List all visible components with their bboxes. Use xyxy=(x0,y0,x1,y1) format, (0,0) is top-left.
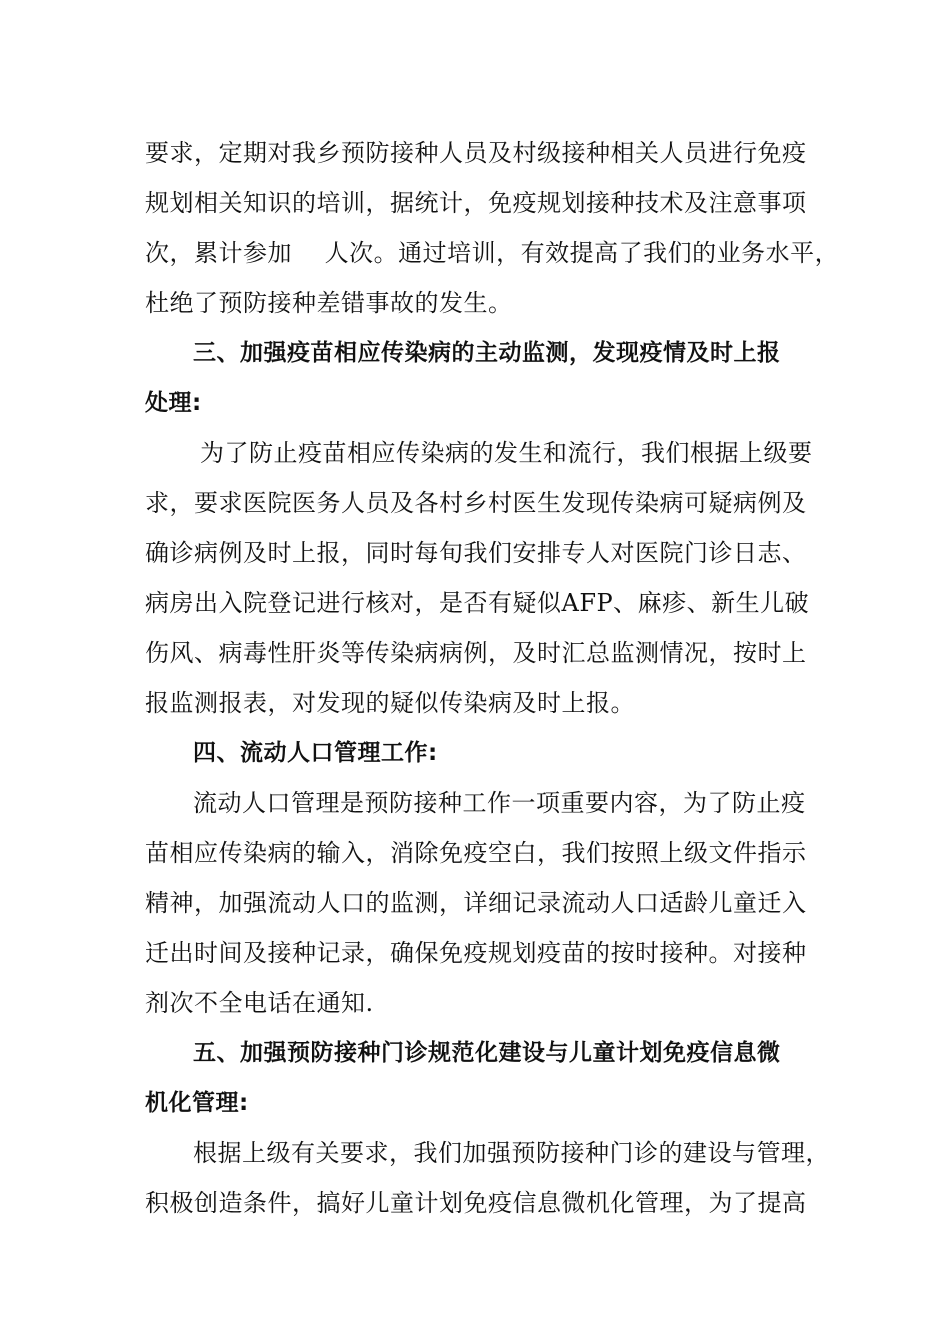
body-text-line: 要求，定期对我乡预防接种人员及村级接种相关人员进行免疫 xyxy=(145,139,807,167)
body-text-line: 根据上级有关要求，我们加强预防接种门诊的建设与管理， xyxy=(193,1139,830,1167)
body-text-line: 流动人口管理是预防接种工作一项重要内容，为了防止疫 xyxy=(193,789,806,817)
section-heading-3: 三、加强疫苗相应传染病的主动监测，发现疫情及时上报 xyxy=(193,340,781,366)
body-text-line: 报监测报表，对发现的疑似传染病及时上报。 xyxy=(145,689,635,717)
section-heading-5: 五、加强预防接种门诊规范化建设与儿童计划免疫信息微 xyxy=(193,1040,781,1066)
body-text-line: 规划相关知识的培训，据统计，免疫规划接种技术及注意事项 xyxy=(145,189,807,217)
body-text-line: 苗相应传染病的输入，消除免疫空白，我们按照上级文件指示 xyxy=(145,839,807,867)
body-text-line: 病房出入院登记进行核对，是否有疑似AFP、麻疹、新生儿破 xyxy=(145,589,810,617)
body-text-line: 杜绝了预防接种差错事故的发生。 xyxy=(145,289,513,317)
body-text-line: 次，累计参加 人次。通过培训，有效提高了我们的业务水平， xyxy=(145,239,840,267)
body-text-line: 迁出时间及接种记录，确保免疫规划疫苗的按时接种。对接种 xyxy=(145,939,807,967)
body-text-line: 伤风、病毒性肝炎等传染病病例，及时汇总监测情况，按时上 xyxy=(145,639,807,667)
section-heading-3-continued: 处理: xyxy=(145,390,202,416)
section-heading-4: 四、流动人口管理工作: xyxy=(193,740,438,766)
section-heading-5-continued: 机化管理: xyxy=(145,1090,249,1116)
body-text-line: 积极创造条件，搞好儿童计划免疫信息微机化管理，为了提高 xyxy=(145,1189,807,1217)
body-text-line: 确诊病例及时上报，同时每旬我们安排专人对医院门诊日志、 xyxy=(145,539,807,567)
body-text-line: 求，要求医院医务人员及各村乡村医生发现传染病可疑病例及 xyxy=(145,489,807,517)
body-text-line: 剂次不全电话在通知. xyxy=(145,989,374,1017)
body-text-line: 精神，加强流动人口的监测，详细记录流动人口适龄儿童迁入 xyxy=(145,889,807,917)
body-text-line: 为了防止疫苗相应传染病的发生和流行，我们根据上级要 xyxy=(200,439,813,467)
